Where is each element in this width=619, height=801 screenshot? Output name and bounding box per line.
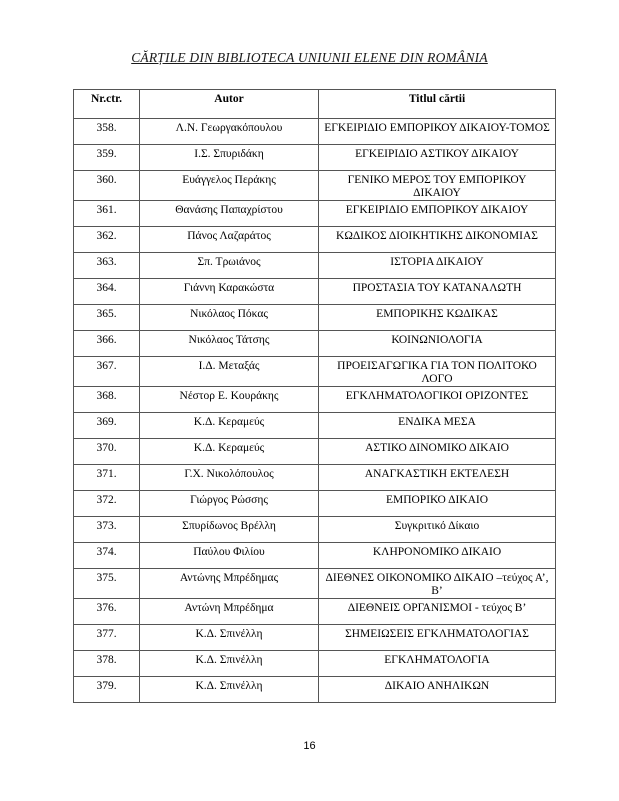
table-row xyxy=(74,517,556,543)
table-row xyxy=(74,227,556,253)
table-row xyxy=(74,119,556,145)
row-author: Αντώνης Μπρέδημας xyxy=(140,569,319,599)
row-author: Γιάννη Καρακώστα xyxy=(140,279,319,305)
row-author: Κ.Δ. Σπινέλλη xyxy=(140,677,319,703)
page-number: 16 xyxy=(303,740,316,752)
row-author: Νικόλαος Πόκας xyxy=(140,305,319,331)
row-number: 372. xyxy=(74,491,140,517)
row-author: Νικόλαος Τάτσης xyxy=(140,331,319,357)
row-book-title: ΓΕΝΙΚΟ ΜΕΡΟΣ ΤΟΥ ΕΜΠΟΡΙΚΟΥ ΔΙΚΑΙΟΥ xyxy=(319,171,556,201)
row-number: 378. xyxy=(74,651,140,677)
row-author: Πάνος Λαζαράτος xyxy=(140,227,319,253)
row-author: Παύλου Φιλίου xyxy=(140,543,319,569)
row-book-title: ΠΡΟΕΙΣΑΓΩΓΙΚΑ ΓΙΑ ΤΟΝ ΠΟΛΙΤΟΚΟ ΛΟΓΟ xyxy=(319,357,556,387)
row-book-title: ΕΓΚΕΙΡΙΔΙΟ ΕΜΠΟΡΙΚΟΥ ΔΙΚΑΙΟΥ xyxy=(319,201,556,227)
row-book-title: ΕΜΠΟΡΙΚΟ ΔΙΚΑΙΟ xyxy=(319,491,556,517)
table-row xyxy=(74,677,556,703)
row-book-title: ΠΡΟΣΤΑΣΙΑ ΤΟΥ ΚΑΤΑΝΑΛΩΤΗ xyxy=(319,279,556,305)
row-book-title: Συγκριτικό Δίκαιο xyxy=(319,517,556,543)
row-author: Κ.Δ. Σπινέλλη xyxy=(140,625,319,651)
row-number: 362. xyxy=(74,227,140,253)
row-author: Σπυρίδωνος Βρέλλη xyxy=(140,517,319,543)
table-row xyxy=(74,387,556,413)
table-header-row xyxy=(74,90,556,119)
table-row xyxy=(74,357,556,387)
column-header-title: Titlul cărtii xyxy=(319,90,556,119)
row-book-title: ΕΜΠΟΡΙΚΗΣ ΚΩΔΙΚΑΣ xyxy=(319,305,556,331)
row-author: Σπ. Τρωιάνος xyxy=(140,253,319,279)
table-row xyxy=(74,465,556,491)
row-number: 379. xyxy=(74,677,140,703)
row-author: Αντώνη Μπρέδημα xyxy=(140,599,319,625)
row-book-title: ΑΝΑΓΚΑΣΤΙΚΗ ΕΚΤΕΛΕΣΗ xyxy=(319,465,556,491)
row-number: 363. xyxy=(74,253,140,279)
table-row xyxy=(74,599,556,625)
row-book-title: ΕΓΚΛΗΜΑΤΟΛΟΓΙΚΟΙ ΟΡΙΖΟΝΤΕΣ xyxy=(319,387,556,413)
row-number: 368. xyxy=(74,387,140,413)
books-table xyxy=(73,89,556,703)
column-header-number: Nr.ctr. xyxy=(74,90,140,119)
row-author: Γ.Χ. Νικολόπουλος xyxy=(140,465,319,491)
row-book-title: ΔΙΚΑΙΟ ΑΝΗΛΙΚΩΝ xyxy=(319,677,556,703)
table-row xyxy=(74,279,556,305)
table-row xyxy=(74,171,556,201)
row-number: 375. xyxy=(74,569,140,599)
row-book-title: ΚΟΙΝΩΝΙΟΛΟΓΙΑ xyxy=(319,331,556,357)
row-author: Λ.Ν. Γεωργακόπουλου xyxy=(140,119,319,145)
row-number: 364. xyxy=(74,279,140,305)
table-row xyxy=(74,305,556,331)
row-number: 377. xyxy=(74,625,140,651)
table-row xyxy=(74,543,556,569)
row-number: 373. xyxy=(74,517,140,543)
table-row xyxy=(74,439,556,465)
row-number: 365. xyxy=(74,305,140,331)
table-row xyxy=(74,201,556,227)
row-book-title: ΚΩΔΙΚΟΣ ΔΙΟΙΚΗΤΙΚΗΣ ΔΙΚΟΝΟΜΙΑΣ xyxy=(319,227,556,253)
row-author: Θανάσης Παπαχρίστου xyxy=(140,201,319,227)
row-number: 371. xyxy=(74,465,140,491)
row-author: Κ.Δ. Κεραμεύς xyxy=(140,413,319,439)
table-row xyxy=(74,413,556,439)
row-book-title: ΚΛΗΡΟΝΟΜΙΚΟ ΔΙΚΑΙΟ xyxy=(319,543,556,569)
table-row xyxy=(74,253,556,279)
table-row xyxy=(74,625,556,651)
row-book-title: ΕΝΔΙΚΑ ΜΕΣΑ xyxy=(319,413,556,439)
row-book-title: ΕΓΚΕΙΡΙΔΙΟ ΑΣΤΙΚΟΥ ΔΙΚΑΙΟΥ xyxy=(319,145,556,171)
table-row xyxy=(74,145,556,171)
table-row xyxy=(74,491,556,517)
table-row xyxy=(74,569,556,599)
row-book-title: ΑΣΤΙΚΟ ΔΙΝΟΜΙΚΟ ΔΙΚΑΙΟ xyxy=(319,439,556,465)
row-number: 370. xyxy=(74,439,140,465)
row-book-title: ΔΙΕΘΝΕΣ ΟΙΚΟΝΟΜΙΚΟ ΔΙΚΑΙΟ –τεύχος Α’, Β’ xyxy=(319,569,556,599)
row-number: 376. xyxy=(74,599,140,625)
row-author: Ευάγγελος Περάκης xyxy=(140,171,319,201)
table-row xyxy=(74,651,556,677)
row-book-title: ΔΙΕΘΝΕΙΣ ΟΡΓΑΝΙΣΜΟΙ - τεύχος Β’ xyxy=(319,599,556,625)
row-author: Κ.Δ. Κεραμεύς xyxy=(140,439,319,465)
row-number: 369. xyxy=(74,413,140,439)
row-author: Ι.Σ. Σπυριδάκη xyxy=(140,145,319,171)
row-number: 360. xyxy=(74,171,140,201)
table-row xyxy=(74,331,556,357)
row-number: 366. xyxy=(74,331,140,357)
row-author: Κ.Δ. Σπινέλλη xyxy=(140,651,319,677)
row-author: Νέστορ Ε. Κουράκης xyxy=(140,387,319,413)
row-author: Ι.Δ. Μεταξάς xyxy=(140,357,319,387)
row-author: Γιώργος Ρώσσης xyxy=(140,491,319,517)
row-number: 359. xyxy=(74,145,140,171)
row-book-title: ΕΓΚΕΙΡΙΔΙΟ ΕΜΠΟΡΙΚΟΥ ΔΙΚΑΙΟΥ-ΤΟΜΟΣ xyxy=(319,119,556,145)
row-book-title: ΣΗΜΕΙΩΣΕΙΣ ΕΓΚΛΗΜΑΤΟΛΟΓΙΑΣ xyxy=(319,625,556,651)
row-book-title: ΙΣΤΟΡΙΑ ΔΙΚΑΙΟΥ xyxy=(319,253,556,279)
row-number: 358. xyxy=(74,119,140,145)
row-number: 367. xyxy=(74,357,140,387)
row-number: 374. xyxy=(74,543,140,569)
page-title: CĂRȚILE DIN BIBLIOTECA UNIUNII ELENE DIN ROMÂNIA xyxy=(131,50,488,65)
column-header-author: Autor xyxy=(140,90,319,119)
row-book-title: ΕΓΚΛΗΜΑΤΟΛΟΓΙΑ xyxy=(319,651,556,677)
row-number: 361. xyxy=(74,201,140,227)
